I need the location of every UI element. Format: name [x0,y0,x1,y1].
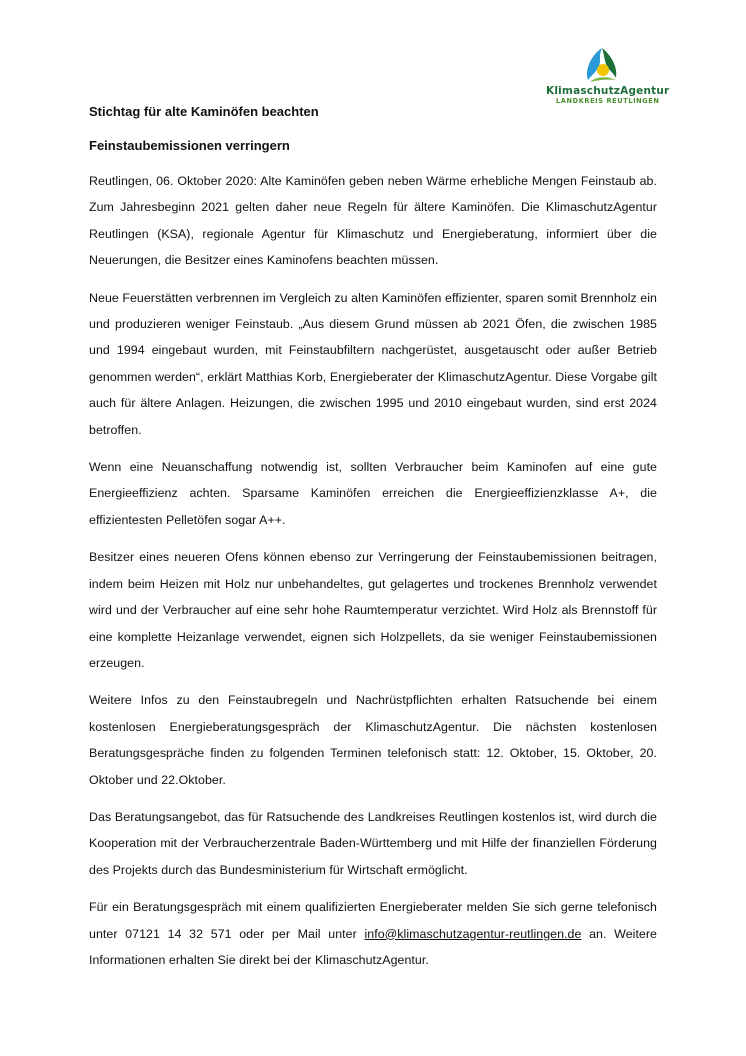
paragraph-contact [89,894,657,973]
logo-sun [597,64,609,76]
paragraph-efficiency: Wenn eine Neuanschaffung notwendig ist, sollten Verbraucher beim Kaminofen auf eine gute Energieeffizienz achten. Sparsame Kaminöfen erreichen die Energieeffizienzklasse A+, die effizientesten Pelletöfen sogar A++. [89,460,657,527]
subheadline: Feinstaubemissionen verringern [89,138,290,153]
paragraph-intro: Reutlingen, 06. Oktober 2020: Alte Kaminöfen geben neben Wärme erhebliche Mengen Feinstaub ab. Zum Jahresbeginn 2021 gelten daher neue Regeln für ältere Kaminöfen. Die KlimaschutzAgentur Reutlingen (KSA), regionale Agentur für Klimaschutz und Energieberatung, informiert über die Neuerungen, die Besitzer eines Kaminofens beachten müssen. [89,174,657,268]
contact-text-after: an. Weitere Informationen erhalten Sie direkt bei der KlimaschutzAgentur. [89,926,657,967]
logo-name: KlimaschutzAgentur [546,85,670,97]
logo-leaf [590,77,616,82]
paragraph-funding: Das Beratungsangebot, das für Ratsuchende des Landkreises Reutlingen kostenlos ist, wird durch die Kooperation mit der Verbraucherzentrale Baden-Württemberg und mit Hilfe der finanziellen Förderung des Projekts durch das Bundesministerium für Wirtschaft ermöglicht. [89,809,657,877]
paragraph-consultation: Weitere Infos zu den Feinstaubregeln und Nachrüstpflichten erhalten Ratsuchende bei einem kostenlosen Energieberatungsgespräch der KlimaschutzAgentur. Die nächsten kostenlosen Beratungsgespräche finden zu folgenden Terminen telefonisch statt: 12. Oktober, 15. Oktober, 20. Oktober und 22.Oktober. [89,693,657,787]
email-link[interactable]: info@klimaschutzagentur-reutlingen.de [364,926,582,941]
logo-subtitle: LANDKREIS REUTLINGEN [556,97,660,105]
flame-logo-icon [580,46,624,84]
klimaschutzagentur-logo [546,46,670,105]
contact-text-before: Für ein Beratungsgespräch mit einem qualifizierten Energieberater melden Sie sich gerne telefonisch unter 07121 14 32 571 oder per Mail unter [89,900,657,941]
paragraph-rules: Neue Feuerstätten verbrennen im Vergleich zu alten Kaminöfen effizienter, sparen somit Brennholz ein und produzieren weniger Feinstaub. „Aus diesem Grund müssen ab 2021 Öfen, die zwischen 1985 und 1994 eingebaut wurden, mit Feinstaubfiltern nachgerüstet, ausgetauscht oder außer Betrieb genommen werden“, erklärt Matthias Korb, Energieberater der KlimaschutzAgentur. Diese Vorgabe gilt auch für ältere Anlagen. Heizungen, die zwischen 1995 und 2010 eingebaut wurden, sind erst 2024 betroffen. [89,290,657,437]
paragraph-tips: Besitzer eines neueren Ofens können ebenso zur Verringerung der Feinstaubemissionen beitragen, indem beim Heizen mit Holz nur unbehandeltes, gut gelagertes und trockenes Brennholz verwendet wird und der Verbraucher auf eine sehr hohe Raumtemperatur verzichtet. Wird Holz als Brennstoff für eine komplette Heizanlage verwendet, eignen sich Holzpellets, da sie weniger Feinstaubemissionen erzeugen. [89,550,657,670]
headline: Stichtag für alte Kaminöfen beachten [89,104,319,119]
logo-blue-swoosh [587,48,602,80]
press-release [89,101,657,984]
